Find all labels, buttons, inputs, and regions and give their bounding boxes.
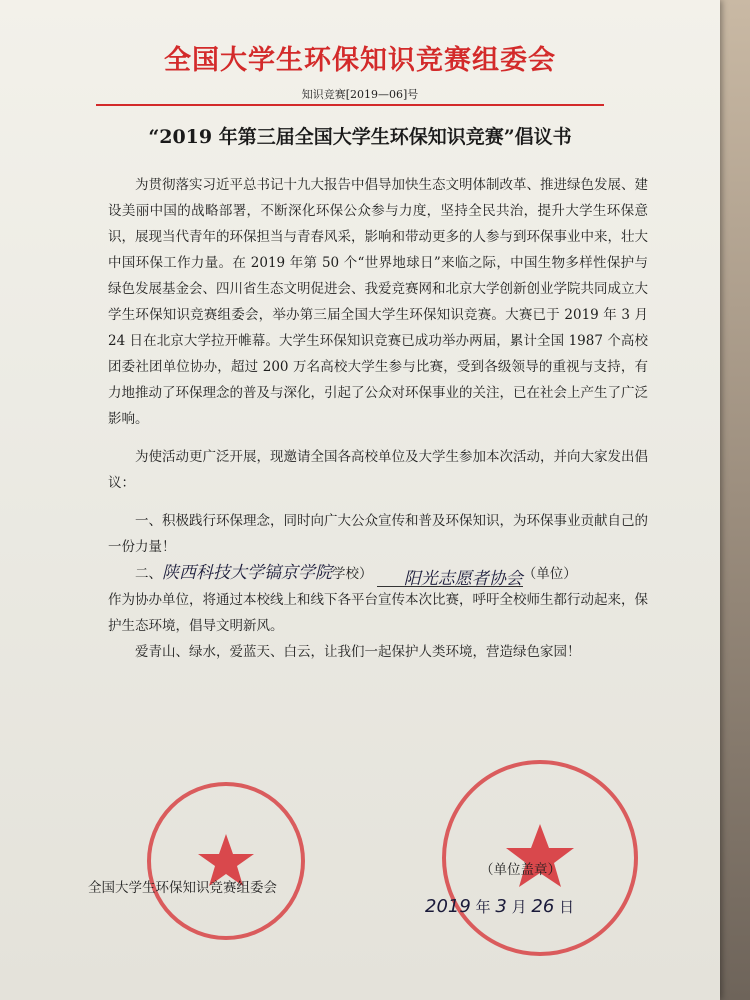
date-day: 26 xyxy=(531,896,555,917)
school-suffix: 学校） xyxy=(332,566,373,582)
document-title: “2019 年第三届全国大学生环保知识竞赛”倡议书 xyxy=(148,126,572,148)
proposal-item-2-body: 作为协办单位，将通过本校线上和线下各平台宣传本次比赛，呼吁全校师生都行动起来，保护生态环境，倡导文明新风。 xyxy=(108,592,648,634)
date-month-char: 月 xyxy=(511,898,527,916)
date-year-char: 年 xyxy=(475,898,491,916)
header-divider xyxy=(96,104,604,106)
closing-slogan: 爱青山、绿水，爱蓝天、白云，让我们一起保护人类环境，营造绿色家园！ xyxy=(135,644,581,660)
paragraph-intro: 为贯彻落实习近平总书记十九大报告中倡导加快生态文明体制改革、推进绿色发展、建设美丽中国的战略部署，不断深化环保公众参与力度，坚持全民共治，提升大学生环保意识，展现当代青年的环保担当与青春风采，影响和带动更多的人参与到环保事业中来，壮大中国环保工作力量。在 2019 年第 50 个“世界地球日”来临之际，中国生物多样性保护与绿色发展基金会、四川省生态文明促进会、我爱竞赛网和北京大学创新创业学院共同成立大学生环保知识竞赛组委会，举办第三届全国大学生环保知识竞赛。大赛已于 2019 年 3 月 24 日在北京大学拉开帷幕。大学生环保知识竞赛已成功举办两届，累计全国 1987 个高校团委社团单位协办，超过 200 万名高校大学生参与比赛，受到各级领导的重视与支持，有力地推动了环保理念的普及与深化，引起了公众对环保事业的关注，已在社会上产生了广泛影响。 xyxy=(108,177,648,427)
document-body xyxy=(108,172,648,665)
proposal-item-2-header xyxy=(108,560,648,587)
signature-date xyxy=(425,896,574,917)
date-year: 2019 xyxy=(425,896,471,917)
date-month: 3 xyxy=(495,896,507,917)
paragraph-invitation: 为使活动更广泛开展，现邀请全国各高校单位及大学生参加本次活动，并向大家发出倡议： xyxy=(108,449,648,491)
item-2-prefix: 二、 xyxy=(135,566,162,582)
org-header: 全国大学生环保知识竞赛组委会 xyxy=(164,45,556,76)
proposal-item-1: 一、积极践行环保理念，同时向广大公众宣传和普及环保知识，为环保事业贡献自己的一份力量！ xyxy=(108,513,648,555)
handwritten-school-name: 陕西科技大学镐京学院 xyxy=(162,563,332,583)
unit-label: （单位） xyxy=(522,566,577,582)
organizer-seal-graphic xyxy=(151,786,301,936)
signature-unit-stamp-label: （单位盖章） xyxy=(480,862,561,878)
date-day-char: 日 xyxy=(559,898,575,916)
organizer-seal xyxy=(147,782,305,940)
document-number: 知识竞赛[2019—06]号 xyxy=(301,88,419,101)
signature-organizer: 全国大学生环保知识竞赛组委会 xyxy=(88,880,277,896)
handwritten-unit-name: 阳光志愿者协会 xyxy=(377,566,523,587)
